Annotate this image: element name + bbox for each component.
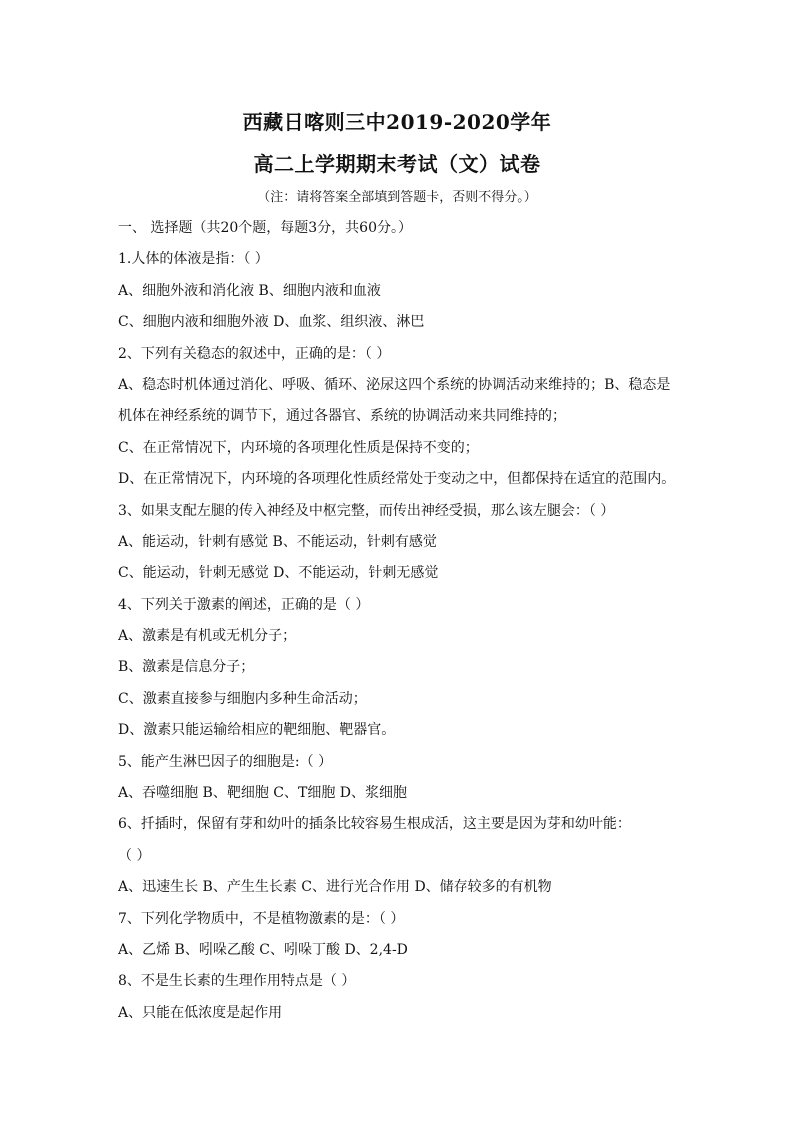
text-line: A、吞噬细胞 B、靶细胞 C、T细胞 D、浆细胞 — [118, 785, 408, 802]
text-line: D、在正常情况下，内环境的各项理化性质经常处于变动之中，但都保持在适宜的范围内。 — [118, 471, 676, 488]
text-line: C、激素直接参与细胞内多种生命活动； — [118, 690, 367, 707]
text-line: C、在正常情况下，内环境的各项理化性质是保持不变的； — [118, 439, 479, 456]
exam-body — [118, 218, 678, 1034]
text-line: A、只能在低浓度是起作用 — [118, 1004, 283, 1021]
text-line: （ ） — [118, 847, 151, 864]
exam-title-line1: 西藏日喀则三中2019-2020学年 — [242, 110, 552, 134]
text-line: 机体在神经系统的调节下，通过各器官、系统的协调活动来共同维持的； — [118, 408, 566, 425]
text-line: A、激素是有机或无机分子； — [118, 628, 297, 645]
exam-title-line2: 高二上学期期末考试（文）试卷 — [253, 152, 541, 176]
text-line: A、稳态时机体通过消化、呼吸、循环、泌尿这四个系统的协调活动来维持的；B、稳态是 — [118, 376, 671, 393]
text-line: 5、能产生淋巴因子的细胞是:（ ） — [118, 753, 333, 770]
text-line: 6、扦插时，保留有芽和幼叶的插条比较容易生根成活，这主要是因为芽和幼叶能： — [118, 816, 631, 833]
exam-note: （注：请将答案全部填到答题卡，否则不得分。） — [257, 190, 537, 205]
text-line: B、激素是信息分子； — [118, 659, 255, 676]
text-line: A、迅速生长 B、产生生长素 C、进行光合作用 D、储存较多的有机物 — [118, 879, 552, 896]
text-line: 一、 选择题（共20个题，每题3分，共60分。） — [118, 220, 412, 236]
text-line: A、细胞外液和消化液 B、细胞内液和血液 — [118, 282, 381, 299]
text-line: 8、不是生长素的生理作用特点是（ ） — [118, 973, 356, 990]
text-line: 3、如果支配左腿的传入神经及中枢完整，而传出神经受损，那么该左腿会：（ ） — [118, 502, 615, 519]
text-line: 4、下列关于激素的阐述，正确的是（ ） — [118, 596, 370, 613]
text-line: 1.人体的体液是指：（ ） — [118, 251, 269, 268]
text-line: D、激素只能运输给相应的靶细胞、靶器官。 — [118, 722, 396, 739]
text-line: A、能运动，针刺有感觉 B、不能运动，针刺有感觉 — [118, 533, 437, 550]
text-line: C、能运动，针刺无感觉 D、不能运动，针刺无感觉 — [118, 565, 439, 582]
text-line: 7、下列化学物质中，不是植物激素的是：（ ） — [118, 910, 405, 927]
text-line: 2、下列有关稳态的叙述中，正确的是：（ ） — [118, 345, 391, 362]
text-line: A、乙烯 B、吲哚乙酸 C、吲哚丁酸 D、2,4-D — [118, 941, 408, 958]
text-line: C、细胞内液和细胞外液 D、血浆、组织液、淋巴 — [118, 314, 425, 331]
